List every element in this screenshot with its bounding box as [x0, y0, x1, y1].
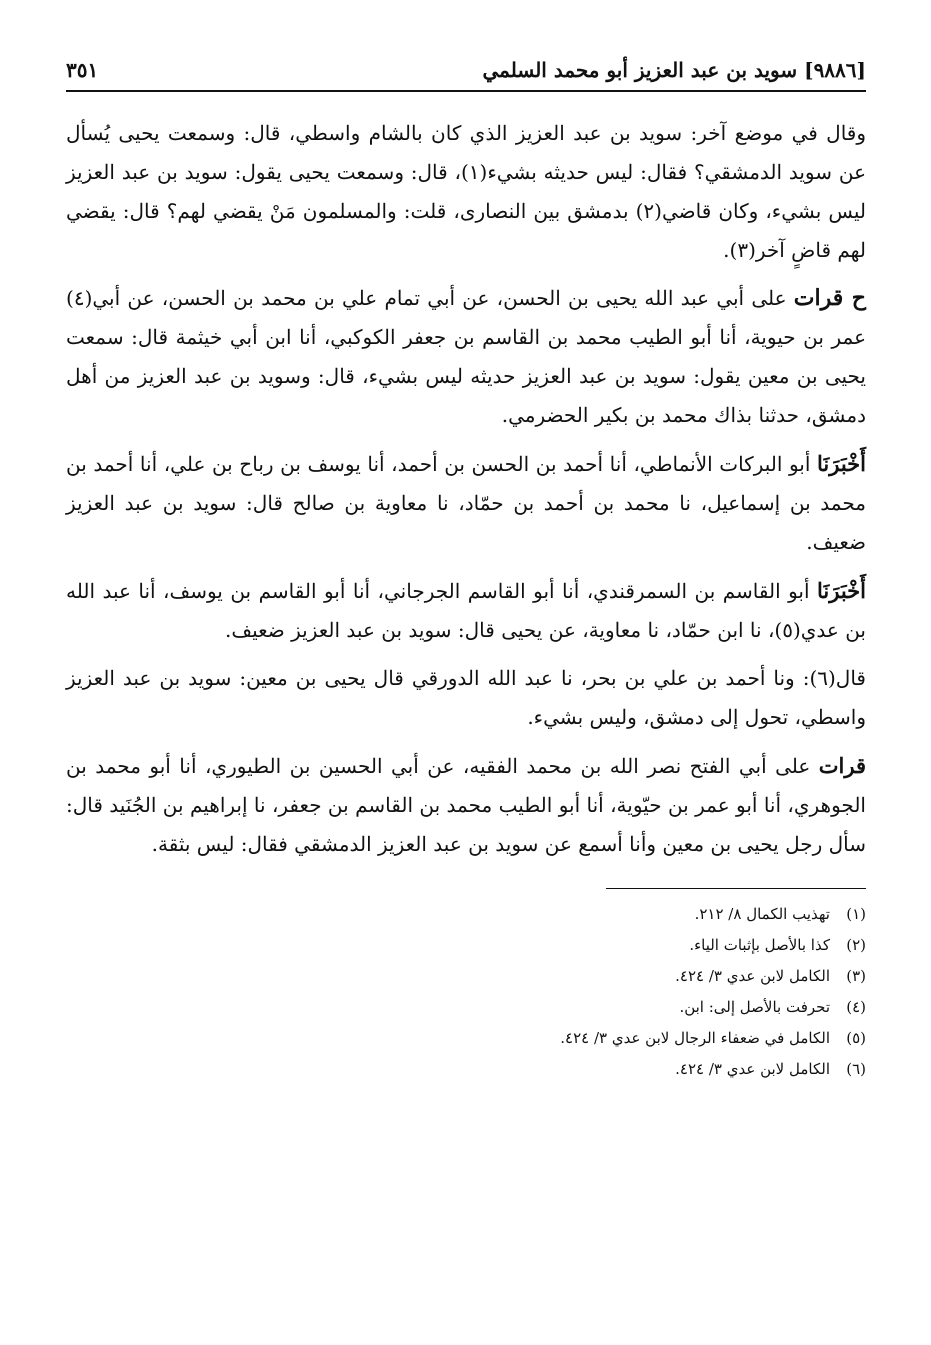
- paragraph: [66, 659, 866, 737]
- footnote: [66, 930, 866, 961]
- footnote-number: (٣): [846, 967, 866, 985]
- footnote: [66, 992, 866, 1023]
- footnote-number: (٤): [846, 998, 866, 1016]
- footnote-number: (١): [846, 905, 866, 923]
- footnote-number: (٥): [846, 1029, 866, 1047]
- paragraph: [66, 114, 866, 270]
- book-page: [66, 58, 866, 1085]
- footnote: [66, 1054, 866, 1085]
- paragraph-lead: أَخْبَرَنَا: [817, 578, 866, 603]
- footnote: [66, 1023, 866, 1054]
- paragraph-text: أبو البركات الأنماطي، أنا أحمد بن الحسن بن أحمد، أنا يوسف بن رباح بن علي، أنا أحمد بن محمد بن إسماعيل، نا محمد بن أحمد بن حمّاد، نا معاوية بن صالح قال: سويد بن عبد العزيز ضعيف.: [66, 452, 866, 554]
- footnote-text: الكامل لابن عدي ٣/ ٤٢٤.: [675, 1060, 830, 1078]
- footnote-text: الكامل لابن عدي ٣/ ٤٢٤.: [675, 967, 830, 985]
- running-title: [٩٨٨٦] سويد بن عبد العزيز أبو محمد السلمي: [482, 58, 866, 82]
- footnote-text: تهذيب الكمال ٨/ ٢١٢.: [694, 905, 830, 923]
- footnotes: [66, 899, 866, 1085]
- footnote: [66, 961, 866, 992]
- footnote-text: الكامل في ضعفاء الرجال لابن عدي ٣/ ٤٢٤.: [560, 1029, 830, 1047]
- footnote-divider: [606, 888, 866, 889]
- paragraph: [66, 279, 866, 435]
- paragraph-lead: ح قرات: [793, 285, 867, 311]
- footnote-number: (٦): [846, 1060, 866, 1078]
- paragraph: [66, 571, 866, 650]
- footnote-text: كذا بالأصل بإثبات الياء.: [689, 936, 830, 954]
- paragraph-lead: قرات: [818, 753, 866, 778]
- paragraph: [66, 746, 866, 864]
- paragraph: [66, 444, 866, 562]
- paragraph-text: قال(٦): ونا أحمد بن علي بن بحر، نا عبد الله الدورقي قال يحيى بن معين: سويد بن عبد العزيز واسطي، تحول إلى دمشق، وليس بشيء.: [66, 666, 866, 729]
- paragraph-text: على أبي عبد الله يحيى بن الحسن، عن أبي تمام علي بن محمد بن الحسن، عن أبي(٤) عمر بن حيوية، أنا أبو الطيب محمد بن القاسم بن جعفر الكوكبي، أنا ابن أبي خيثمة قال: سمعت يحيى بن معين يقول: سويد بن عبد العزيز حديثه ليس بشيء، قال: وسويد بن عبد العزيز من أهل دمشق، حدثنا بذاك محمد بن بكير الحضرمي.: [66, 286, 866, 427]
- page-header: [66, 58, 866, 92]
- paragraph-text: أبو القاسم بن السمرقندي، أنا أبو القاسم الجرجاني، أنا أبو القاسم بن يوسف، أنا عبد الله بن عدي(٥)، نا ابن حمّاد، نا معاوية، عن يحيى قال: سويد بن عبد العزيز ضعيف.: [66, 579, 866, 642]
- footnote: [66, 899, 866, 930]
- footnote-number: (٢): [846, 936, 866, 954]
- main-text: [66, 114, 866, 864]
- paragraph-lead: أَخْبَرَنَا: [817, 451, 866, 476]
- paragraph-text: على أبي الفتح نصر الله بن محمد الفقيه، عن أبي الحسين بن الطيوري، أنا أبو محمد بن الجوهري، أنا أبو عمر بن حيّوية، أنا أبو الطيب محمد بن القاسم بن جعفر، نا إبراهيم بن الجُنَيد قال: سأل رجل يحيى بن معين وأنا أسمع عن سويد بن عبد العزيز الدمشقي فقال: ليس بثقة.: [66, 754, 866, 856]
- paragraph-text: وقال في موضع آخر: سويد بن عبد العزيز الذي كان بالشام واسطي، قال: وسمعت يحيى يُسأل عن سويد الدمشقي؟ فقال: ليس حديثه بشيء(١)، قال: وسمعت يحيى يقول: سويد بن عبد العزيز ليس بشيء، وكان قاضي(٢) بدمشق بين النصارى، قلت: والمسلمون مَنْ يقضي لهم؟ قال: يقضي لهم قاضٍ آخر(٣).: [66, 121, 867, 262]
- page-number: ٣٥١: [66, 58, 99, 82]
- footnote-text: تحرفت بالأصل إلى: ابن.: [679, 998, 830, 1016]
